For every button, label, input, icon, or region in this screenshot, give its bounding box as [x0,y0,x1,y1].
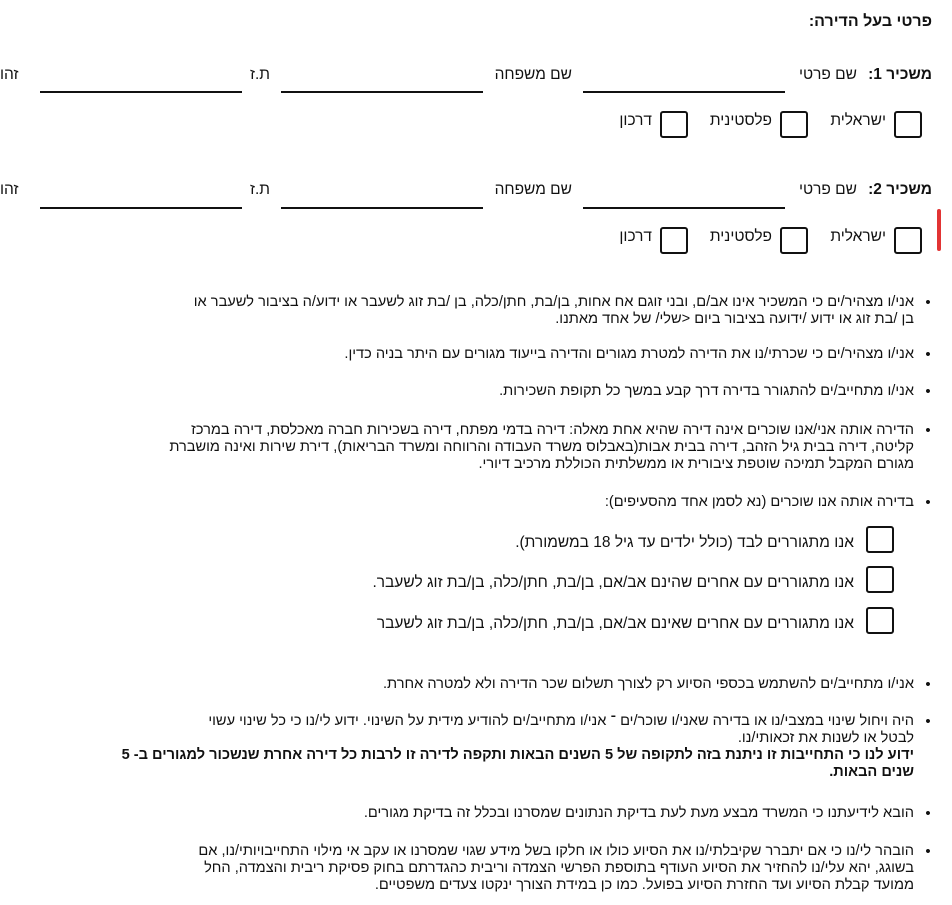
declaration-4-line-3: מגורם המקבל תמיכה שוטפת ציבורית או ממשלתית הכוללת מרכיב דיורי. [478,456,914,472]
living-option-others: אנו מתגוררים עם אחרים שאינם אב/אם, בן/בת, חתן/כלה, בן/בת זוג לשעבר [376,615,854,632]
declaration-3: אני/ו מתחייב/ים להתגורר בדירה דרך קבע במשך כל תקופת השכירות. [499,383,914,399]
renter1-label: משכיר 1: [868,66,932,83]
renter2-id-label: ת.ז [249,181,270,198]
bullet-icon: • [925,713,931,730]
declaration-9 [10,843,914,894]
declaration-4-line-1: הדירה אותה אני/אנו שוכרים אינה דירה שהיא אחת מאלה: דירה בדמי מפתח, דירה בשכירות חברה מאכלסת, דירה במרכז [191,422,914,438]
renter2-option-palestinian: פלסטינית [709,228,772,245]
declaration-6: אני/ו מתחייב/ים להשתמש בכספי הסיוע רק לצורך תשלום שכר הדירה ולא למטרה אחרת. [383,676,914,692]
bullet-icon: • [925,422,931,439]
declaration-9-line-3: ממועד קבלת הסיוע ועד החזרת הסיוע בפועל. כמו כן במידת הצורך ינקטו צעדים משפטיים. [374,877,914,893]
declaration-5: בדירה אותה אנו שוכרים (נא לסמן אחד מהסעיפים): [604,494,914,510]
renter1-option-passport: דרכון [619,112,652,129]
renter1-passport-checkbox[interactable] [660,111,688,138]
living-option-alone: אנו מתגוררים לבד (כולל ילדים עד גיל 18 במשמורת). [515,534,854,551]
declaration-9-line-2: בשוגג, יהא עלי/נו להחזיר את הסיוע העודף בתוספת הפרשי הצמדה וריבית כהגדרתם בחוק פסיקת ריבית והצמדה, החל [204,860,914,876]
renter2-option-israeli: ישראלית [830,228,886,245]
bullet-icon: • [925,676,931,693]
section-title: פרטי בעל הדירה: [808,13,932,30]
living-option-relatives: אנו מתגוררים עם אחרים שהינם אב/אם, בן/בת, חתן/כלה, בן/בת זוג לשעבר. [372,574,854,591]
declaration-7-line-1: היה ויחול שינוי במצבי/נו או בדירה שאני/ו שוכר/ים ־ אני/ו מתחייב/ים להודיע מידית על השינוי. ידוע לי/נו כי כל שינוי עשוי [208,713,914,729]
bullet-icon: • [925,805,931,822]
living-with-others-checkbox[interactable] [866,607,894,634]
renter1-last-name-field[interactable] [281,91,483,93]
bullet-icon: • [925,294,931,311]
renter2-first-name-field[interactable] [583,207,785,209]
declaration-7-line-2: לבטל או לשנות את זכאותי/נו. [737,730,914,746]
declaration-7-bold-line-2: שנים הבאות. [829,764,914,780]
bullet-icon: • [925,494,931,511]
renter1-id-label: ת.ז [249,66,270,83]
renter2-first-name-label: שם פרטי [798,181,857,198]
living-alone-checkbox[interactable] [866,526,894,553]
renter1-identity-label: זהו [0,66,19,83]
bullet-icon: • [925,383,931,400]
declaration-1-line-1: אני/ו מצהיר/ים כי המשכיר אינו אב/ם, ובני זוגם אח אחות, בן/בת, חתן/כלה, בן /בת זוג לשעבר או ידוע/ה בציבור לשעבר או [193,294,914,310]
declaration-4-line-2: קליטה, דירה בבית גיל הזהב, דירה בבית אבות(באבלוס משרד העבודה והרווחה ומשרד הבריאות), דירת שירות ואינה מושברת [169,439,914,455]
declaration-7 [10,713,914,781]
renter2-palestinian-checkbox[interactable] [780,227,808,254]
bullet-icon: • [925,346,931,363]
renter2-identity-label: זהו [0,181,19,198]
renter2-option-passport: דרכון [619,228,652,245]
bullet-icon: • [925,843,931,860]
renter2-id-field[interactable] [40,207,242,209]
declaration-9-line-1: הובהר לי/נו כי אם יתברר שקיבלתי/נו את הסיוע כולו או חלקו בשל מידע שגוי שמסרנו או עקב אי מילוי התחייבויותי/נו, אם [198,843,914,859]
renter2-last-name-label: שם משפחה [494,181,572,198]
renter1-israeli-checkbox[interactable] [894,111,922,138]
declaration-7-bold-line-1: ידוע לנו כי התחייבות זו ניתנת בזה לתקופה של 5 השנים הבאות ותקפה לדירה זו לרבות כל דירה אחרת שנשכור למגורים ב- 5 [121,747,914,763]
renter1-palestinian-checkbox[interactable] [780,111,808,138]
declaration-8: הובא לידיעתנו כי המשרד מבצע מעת לעת בדיקת הנתונים שמסרנו ובכלל זה בדיקת מגורים. [363,805,914,821]
declaration-1-line-2: בן /בת זוג או ידוע /ידועה בציבור ביום <שלי/ של אחד מאתנו. [555,311,914,327]
declaration-4 [10,422,914,473]
renter1-option-palestinian: פלסטינית [709,112,772,129]
renter1-first-name-field[interactable] [583,91,785,93]
red-annotation-mark [937,209,941,251]
renter2-label: משכיר 2: [868,181,932,198]
renter1-id-field[interactable] [40,91,242,93]
declaration-2: אני/ו מצהיר/ים כי שכרתי/נו את הדירה למטרת מגורים והדירה בייעוד מגורים עם היתר בניה כדין. [344,346,914,362]
renter2-last-name-field[interactable] [281,207,483,209]
renter2-israeli-checkbox[interactable] [894,227,922,254]
renter1-first-name-label: שם פרטי [798,66,857,83]
renter1-last-name-label: שם משפחה [494,66,572,83]
living-with-relatives-checkbox[interactable] [866,566,894,593]
renter2-passport-checkbox[interactable] [660,227,688,254]
renter1-option-israeli: ישראלית [830,112,886,129]
declaration-1 [10,294,914,328]
